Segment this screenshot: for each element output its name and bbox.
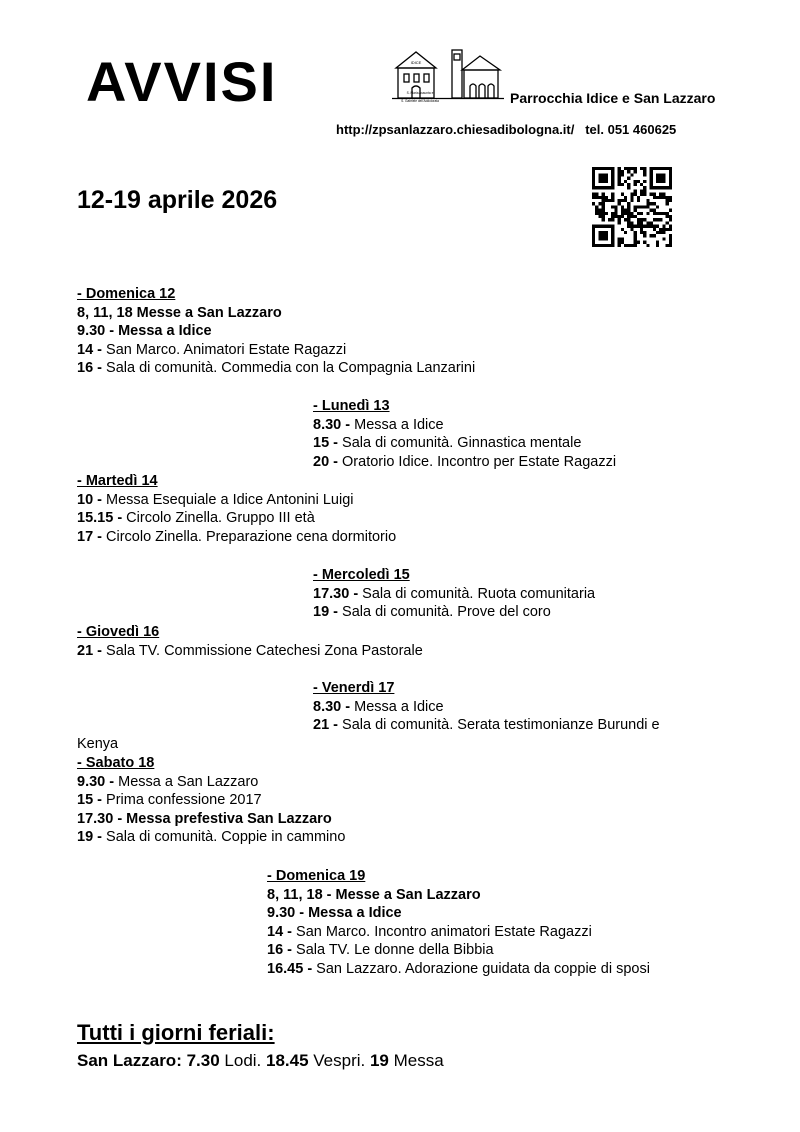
- event-description: Messa a Idice: [350, 698, 444, 715]
- contact-line: [336, 122, 676, 137]
- event-time: 8, 11, 18 Messe a San Lazzaro: [77, 304, 282, 321]
- event-description: San Marco. Animatori Estate Ragazzi: [102, 341, 347, 358]
- event-description: Sala di comunità. Prove del coro: [338, 604, 551, 621]
- event-line: [77, 509, 396, 528]
- page-title: AVVISI: [86, 50, 278, 113]
- day-block: [313, 397, 616, 471]
- event-line: [313, 716, 660, 735]
- weekday-schedule: [77, 1051, 444, 1071]
- event-time: 15.15 -: [77, 510, 123, 527]
- event-line: [77, 791, 345, 810]
- day-block: [77, 285, 475, 378]
- day-block: [313, 679, 660, 735]
- event-line: [77, 828, 345, 847]
- event-time: 19 -: [313, 604, 338, 621]
- weekday-heading: Tutti i giorni feriali:: [77, 1020, 275, 1045]
- logo-lettering: IDICE: [410, 60, 422, 65]
- event-line: [77, 322, 475, 341]
- event-time: 8.30 -: [313, 698, 351, 715]
- event-time: 9.30 -: [77, 773, 115, 790]
- logo-lettering: S. Maria Assunta e: [406, 91, 434, 95]
- event-line: [77, 359, 475, 378]
- event-time: 17.30 - Messa prefestiva San Lazzaro: [77, 810, 332, 827]
- event-description: Circolo Zinella. Preparazione cena dormitorio: [102, 528, 397, 545]
- day-heading: - Mercoledì 15: [313, 567, 410, 583]
- weekday-time: 18.45: [266, 1051, 309, 1070]
- website-link[interactable]: http://zpsanlazzaro.chiesadibologna.it/: [336, 122, 575, 137]
- event-line: [77, 773, 345, 792]
- weekday-event: Messa: [388, 1051, 444, 1070]
- event-line: [313, 603, 595, 622]
- day-block: [267, 867, 650, 979]
- event-description: Messa a Idice: [350, 416, 444, 433]
- day-heading: - Giovedì 16: [77, 624, 160, 640]
- day-heading: - Sabato 18: [77, 755, 155, 771]
- event-time: 16.45 -: [267, 960, 313, 977]
- event-line: [77, 341, 475, 360]
- parish-name: Parrocchia Idice e San Lazzaro: [510, 90, 716, 106]
- day-heading: - Domenica 12: [77, 286, 176, 302]
- event-line: [313, 416, 616, 435]
- event-description: Prima confessione 2017: [102, 792, 262, 809]
- event-time: 21 -: [313, 717, 338, 734]
- weekday-place: San Lazzaro:: [77, 1051, 182, 1070]
- weekday-time: 19: [369, 1051, 389, 1070]
- event-line: [313, 698, 660, 717]
- event-line: [77, 491, 396, 510]
- event-time: 14 -: [77, 341, 102, 358]
- qr-code[interactable]: [592, 167, 672, 247]
- event-time: 14 -: [267, 923, 292, 940]
- weekday-event: Lodi.: [219, 1051, 266, 1070]
- event-time: 16 -: [77, 360, 102, 377]
- event-description: Sala di comunità. Commedia con la Compagnia Lanzarini: [102, 360, 476, 377]
- event-time: 10 -: [77, 491, 102, 508]
- event-time: 19 -: [77, 829, 102, 846]
- event-time: 9.30 - Messa a Idice: [77, 323, 212, 340]
- event-time: 17 -: [77, 528, 102, 545]
- event-line: [77, 528, 396, 547]
- parish-logo: [392, 46, 504, 104]
- event-time: 21 -: [77, 642, 102, 659]
- weekday-time: 7.30: [186, 1051, 220, 1070]
- day-heading: - Lunedì 13: [313, 398, 390, 414]
- event-line: [267, 904, 650, 923]
- event-description: San Lazzaro. Adorazione guidata da coppie di sposi: [312, 960, 650, 977]
- event-line: [77, 642, 423, 661]
- event-description: Messa Esequiale a Idice Antonini Luigi: [102, 491, 354, 508]
- event-line: [267, 960, 650, 979]
- day-block: [77, 623, 423, 660]
- event-line: [313, 434, 616, 453]
- day-heading: - Martedì 14: [77, 473, 158, 489]
- event-time: 15 -: [313, 435, 338, 452]
- event-time: 16 -: [267, 942, 292, 959]
- day-heading: - Domenica 19: [267, 868, 366, 884]
- event-time: 8, 11, 18 - Messe a San Lazzaro: [267, 886, 481, 903]
- event-line: [267, 923, 650, 942]
- event-description: San Marco. Incontro animatori Estate Ragazzi: [292, 923, 592, 940]
- event-description: Sala di comunità. Ruota comunitaria: [358, 585, 596, 602]
- event-time: 17.30 -: [313, 585, 359, 602]
- event-time: 8.30 -: [313, 416, 351, 433]
- event-line: [77, 810, 345, 829]
- event-time: 15 -: [77, 792, 102, 809]
- event-description: Sala di comunità. Ginnastica mentale: [338, 435, 582, 452]
- event-description: Sala TV. Commissione Catechesi Zona Pastorale: [102, 642, 423, 659]
- event-line: [267, 941, 650, 960]
- wrapped-text: Kenya: [77, 736, 119, 752]
- event-line: [77, 304, 475, 323]
- event-time: 20 -: [313, 453, 338, 470]
- event-description: Circolo Zinella. Gruppo III età: [122, 510, 315, 527]
- day-block: [77, 472, 396, 546]
- event-description: Sala di comunità. Coppie in cammino: [102, 829, 346, 846]
- event-description: Oratorio Idice. Incontro per Estate Ragazzi: [338, 453, 617, 470]
- day-heading: - Venerdì 17: [313, 680, 395, 696]
- event-time: 9.30 - Messa a Idice: [267, 905, 402, 922]
- event-description: Sala di comunità. Serata testimonianze Burundi e: [338, 717, 660, 734]
- event-description: Messa a San Lazzaro: [114, 773, 259, 790]
- day-block: [77, 754, 345, 847]
- date-range: 12-19 aprile 2026: [77, 186, 278, 214]
- event-line: [313, 453, 616, 472]
- day-block: [313, 566, 595, 622]
- event-line: [267, 886, 650, 905]
- event-line: [313, 585, 595, 604]
- phone-number: tel. 051 460625: [585, 122, 677, 137]
- logo-lettering: S. Gabriele dell'Addolorata: [401, 99, 439, 103]
- weekday-event: Vespri.: [308, 1051, 370, 1070]
- event-description: Sala TV. Le donne della Bibbia: [292, 942, 494, 959]
